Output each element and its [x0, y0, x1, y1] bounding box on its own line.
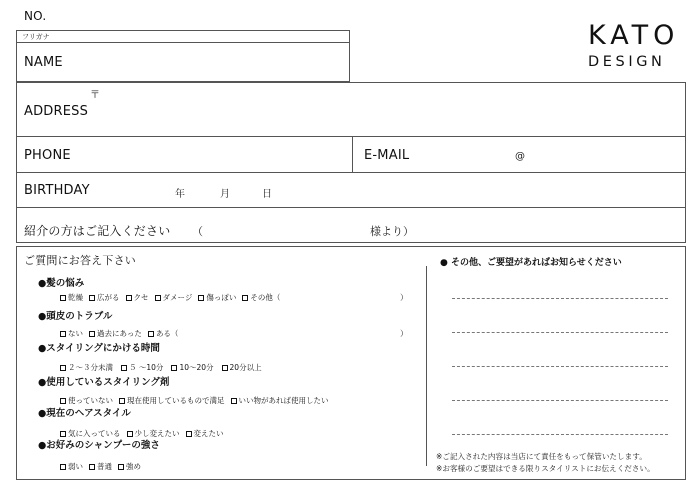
logo-text-design: DESIGN [588, 54, 666, 70]
close-paren: ） [400, 329, 408, 338]
option-yes[interactable]: ある（ [148, 328, 179, 339]
checkbox[interactable] [171, 365, 177, 371]
email-label: E-MAIL [364, 148, 410, 163]
option-curl[interactable]: クセ [126, 292, 149, 303]
checkbox[interactable] [89, 464, 95, 470]
referral-label: 紹介の方はご記入ください [24, 224, 171, 238]
option-2-3min[interactable]: ２～３分未満 [60, 362, 113, 373]
day-label: 日 [262, 189, 272, 200]
options-shampoo [60, 461, 141, 472]
option-not-using[interactable]: 使っていない [60, 395, 113, 406]
checkbox[interactable] [155, 295, 161, 301]
name-label: NAME [24, 55, 63, 70]
options-hair-concerns [60, 292, 280, 303]
option-change[interactable]: 変えたい [186, 428, 224, 439]
checkbox[interactable] [60, 464, 66, 470]
month-label: 月 [220, 189, 230, 200]
option-5-10min[interactable]: ５ ～10分 [121, 362, 163, 373]
request-line [452, 400, 668, 401]
question-heading-scalp: ●頭皮のトラブル [38, 311, 113, 322]
name-field[interactable] [80, 46, 346, 78]
options-scalp [60, 328, 178, 339]
checkbox[interactable] [148, 331, 154, 337]
request-line [452, 298, 668, 299]
option-other[interactable]: その他（ [242, 292, 280, 303]
requests-field[interactable] [446, 274, 674, 444]
phone-field[interactable] [90, 140, 346, 168]
birthday-label: BIRTHDAY [24, 183, 90, 198]
checkbox[interactable] [60, 365, 66, 371]
address-field[interactable] [110, 88, 680, 132]
option-change-little[interactable]: 少し変えたい [127, 428, 180, 439]
checkbox[interactable] [118, 464, 124, 470]
question-heading-hair-concerns: ●髪の悩み [38, 278, 85, 289]
option-weak[interactable]: 弱い [60, 461, 83, 472]
referral-open-paren: （ [192, 225, 203, 238]
furigana-field[interactable] [70, 31, 348, 41]
furigana-label: フリガナ [22, 33, 50, 41]
question-heading-styling-product: ●使用しているスタイリング剤 [38, 377, 170, 388]
checkbox[interactable] [121, 365, 127, 371]
checkbox[interactable] [60, 431, 66, 437]
option-like-it[interactable]: 気に入っている [60, 428, 121, 439]
request-line [452, 366, 668, 367]
checkbox[interactable] [186, 431, 192, 437]
phone-label: PHONE [24, 148, 71, 163]
postal-mark: 〒 [90, 90, 100, 101]
requests-title: ● その他、ご要望があればお知らせください [440, 258, 622, 268]
option-10-20min[interactable]: 10～20分 [171, 362, 213, 373]
option-20min-plus[interactable]: 20分以上 [222, 362, 262, 373]
checkbox[interactable] [198, 295, 204, 301]
address-label: ADDRESS [24, 104, 89, 119]
option-satisfied[interactable]: 現在使用しているもので満足 [119, 395, 225, 406]
email-field[interactable] [420, 140, 680, 168]
checkbox[interactable] [60, 331, 66, 337]
birthday-field[interactable] [130, 176, 290, 204]
option-damage[interactable]: ダメージ [155, 292, 193, 303]
checkbox[interactable] [119, 398, 125, 404]
checkbox[interactable] [231, 398, 237, 404]
checkbox[interactable] [126, 295, 132, 301]
option-want-better[interactable]: いい物があれば使用したい [231, 395, 329, 406]
question-heading-current-style: ●現在のヘアスタイル [38, 408, 131, 419]
option-dry[interactable]: 乾燥 [60, 292, 83, 303]
request-note: ※お客様のご要望はできる限りスタイリストにお伝えください。 [436, 464, 655, 473]
questions-title: ご質問にお答え下さい [24, 254, 136, 267]
option-damaged-look[interactable]: 傷っぽい [198, 292, 236, 303]
checkbox[interactable] [89, 331, 95, 337]
question-heading-styling-time: ●スタイリングにかける時間 [38, 343, 160, 354]
option-spread[interactable]: 広がる [89, 292, 120, 303]
checkbox[interactable] [89, 295, 95, 301]
year-label: 年 [175, 189, 185, 200]
request-line [452, 332, 668, 333]
close-paren: ） [400, 293, 408, 302]
checkbox[interactable] [127, 431, 133, 437]
checkbox[interactable] [60, 295, 66, 301]
option-strong[interactable]: 強め [118, 461, 141, 472]
at-mark: @ [515, 151, 525, 162]
number-label: NO. [24, 9, 47, 23]
option-normal[interactable]: 普通 [89, 461, 112, 472]
referral-suffix: 様より） [370, 225, 414, 238]
option-none[interactable]: ない [60, 328, 83, 339]
checkbox[interactable] [222, 365, 228, 371]
checkbox[interactable] [60, 398, 66, 404]
request-line [452, 434, 668, 435]
options-styling-time [60, 362, 262, 373]
logo-text-kato: KATO [588, 20, 680, 51]
privacy-note: ※ご記入された内容は当店にて責任をもって保管いたします。 [436, 452, 647, 461]
option-past[interactable]: 過去にあった [89, 328, 142, 339]
referral-field[interactable] [205, 213, 365, 239]
checkbox[interactable] [242, 295, 248, 301]
question-heading-shampoo: ●お好みのシャンプーの強さ [38, 440, 160, 451]
